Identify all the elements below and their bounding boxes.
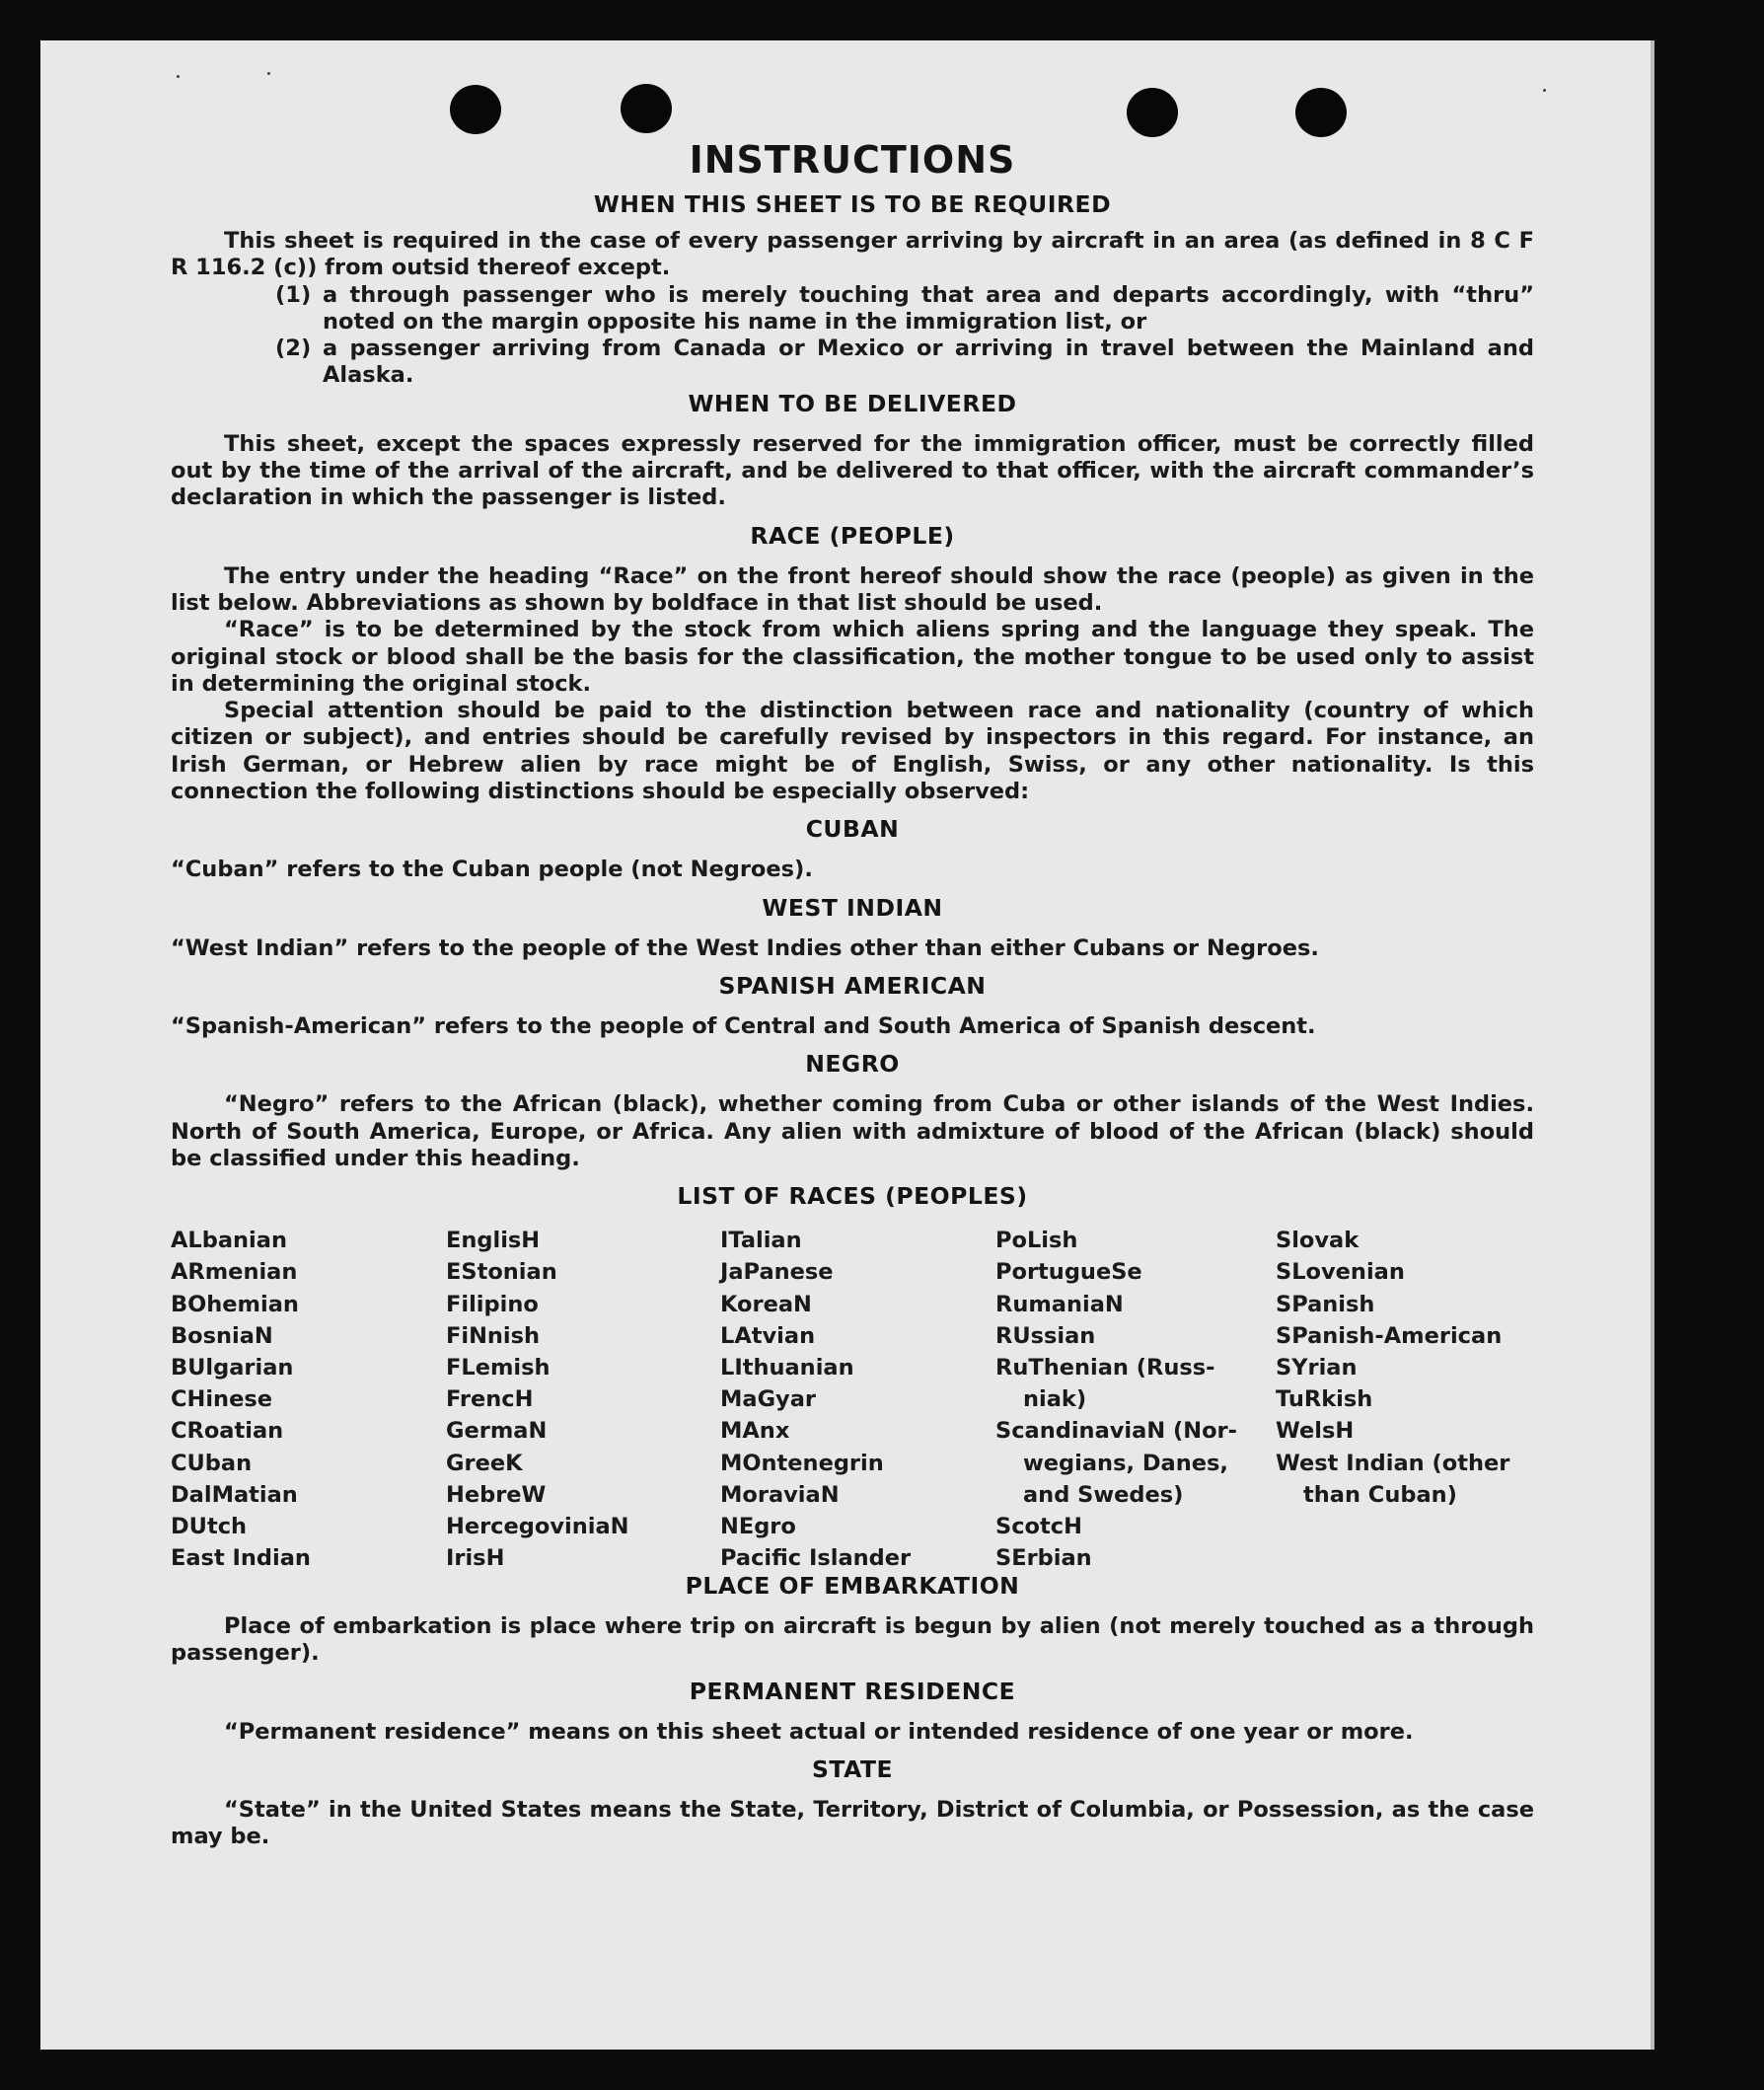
race-entry: FrencH: [446, 1386, 534, 1413]
race-entry: and Swedes): [1023, 1481, 1184, 1508]
race-entry: SPanish: [1276, 1291, 1375, 1317]
race-entry: BosniaN: [171, 1322, 273, 1349]
race-entry: LAtvian: [720, 1322, 816, 1349]
race-entry: RUssian: [995, 1322, 1096, 1349]
race-entry: West Indian (other: [1276, 1450, 1510, 1476]
exception-text: a through passenger who is merely touching that area and departs accordingly, with “thru” noted on the margin opposite his name in the immigration list, or: [323, 281, 1534, 335]
heading-place-of-embarkation: PLACE OF EMBARKATION: [685, 1572, 1020, 1601]
race-entry: SYrian: [1276, 1354, 1358, 1381]
delivered-text: This sheet, except the spaces expressly reserved for the immigration officer, must be correctly filled out by the time of the arrival of the aircraft, and be delivered to that officer, with the aircraft commander’s declaration in which the passenger is listed.: [171, 430, 1534, 511]
race-entry: GreeK: [446, 1450, 523, 1476]
race-entry: PoLish: [995, 1228, 1078, 1254]
races-column: [995, 1225, 1237, 1574]
races-column: [720, 1225, 911, 1574]
document-sheet: [40, 40, 1654, 2050]
speck-mark: [1543, 89, 1546, 92]
race-entry: CUban: [171, 1450, 253, 1476]
race-entry: IrisH: [446, 1545, 505, 1572]
instructions-content: [171, 137, 1534, 1851]
heading-cuban: CUBAN: [805, 815, 900, 844]
race-entry: KoreaN: [720, 1291, 812, 1317]
race-entry: DalMatian: [171, 1481, 298, 1508]
races-list: [171, 1225, 1534, 1572]
heading-state: STATE: [811, 1755, 894, 1784]
race-entry: CHinese: [171, 1386, 272, 1413]
exception-text: a passenger arriving from Canada or Mexico or arriving in travel between the Mainland and Alaska.: [323, 336, 1534, 389]
race-entry: SLovenian: [1276, 1259, 1405, 1286]
race-entry: than Cuban): [1303, 1481, 1457, 1508]
race-entry: NEgro: [720, 1513, 796, 1539]
residence-text: “Permanent residence” means on this sheet actual or intended residence of one year or more.: [224, 1718, 1414, 1745]
heading-race: RACE (PEOPLE): [750, 521, 955, 550]
exception-item: [171, 282, 1534, 336]
state-text: “State” in the United States means the State, Territory, District of Columbia, or Possession, as the case may be.: [171, 1797, 1534, 1850]
heading-spanish-american: SPANISH AMERICAN: [718, 971, 987, 1000]
race-entry: JaPanese: [720, 1259, 834, 1286]
race-entry: DUtch: [171, 1513, 248, 1539]
race-entry: MAnx: [720, 1418, 790, 1445]
race-entry: Pacific Islander: [720, 1545, 912, 1572]
race-entry: HercegoviniaN: [446, 1513, 629, 1539]
punch-hole: [621, 84, 672, 133]
race-entry: GermaN: [446, 1418, 548, 1445]
race-entry: WelsH: [1276, 1418, 1355, 1445]
heading-when-required: WHEN THIS SHEET IS TO BE REQUIRED: [593, 190, 1112, 218]
race-entry: HebreW: [446, 1481, 547, 1508]
heading-list-of-races: LIST OF RACES (PEOPLES): [677, 1182, 1028, 1211]
race-entry: SPanish-American: [1276, 1322, 1503, 1349]
race-entry: BOhemian: [171, 1291, 299, 1317]
exception-number: (1): [275, 281, 312, 308]
required-text: This sheet is required in the case of every passenger arriving by aircraft in an area (as defined in 8 C F R 116.2 (c)) from outsid thereof except.: [171, 228, 1534, 281]
races-column: [171, 1225, 311, 1574]
race-entry: MoraviaN: [720, 1481, 840, 1508]
race-entry: ARmenian: [171, 1259, 298, 1286]
negro-text: “Negro” refers to the African (black), whether coming from Cuba or other islands of the West Indies. North of South America, Europe, or Africa. Any alien with admixture of blood of the African (black) should be classified under this heading.: [171, 1091, 1534, 1171]
races-column: [1276, 1225, 1509, 1511]
race-entry: PortugueSe: [995, 1259, 1142, 1286]
race-entry: Filipino: [446, 1291, 539, 1317]
race-entry: wegians, Danes,: [1023, 1450, 1228, 1476]
punch-hole: [1295, 88, 1347, 137]
race-entry: MOntenegrin: [720, 1450, 884, 1476]
race-entry: RuThenian (Russ-: [995, 1354, 1215, 1381]
speck-mark: [177, 75, 180, 78]
race-entry: Slovak: [1276, 1228, 1360, 1254]
race-entry: TuRkish: [1276, 1386, 1373, 1413]
race-entry: ITalian: [720, 1228, 802, 1254]
race-entry: ScotcH: [995, 1513, 1082, 1539]
races-column: [446, 1225, 628, 1574]
race-entry: CRoatian: [171, 1418, 284, 1445]
race-entry: BUlgarian: [171, 1354, 294, 1381]
race-entry: East Indian: [171, 1545, 311, 1572]
race-entry: ScandinaviaN (Nor-: [995, 1418, 1237, 1445]
race-entry: EStonian: [446, 1259, 557, 1286]
punch-hole: [450, 85, 501, 134]
speck-mark: [267, 72, 270, 75]
punch-hole: [1127, 88, 1178, 137]
race-paragraph: “Race” is to be determined by the stock from which aliens spring and the language they speak. The original stock or blood shall be the basis for the classification, the mother tongue to be used only to assist in determining the original stock.: [171, 617, 1534, 697]
race-entry: EnglisH: [446, 1228, 541, 1254]
heading-permanent-residence: PERMANENT RESIDENCE: [689, 1677, 1016, 1705]
race-entry: ALbanian: [171, 1228, 287, 1254]
race-entry: FiNnish: [446, 1322, 541, 1349]
embarkation-text: Place of embarkation is place where trip on aircraft is begun by alien (not merely touched as a through passenger).: [171, 1613, 1534, 1667]
exception-item: [171, 336, 1534, 390]
spanish-american-text: “Spanish-American” refers to the people of Central and South America of Spanish descent.: [171, 1012, 1316, 1039]
race-entry: LIthuanian: [720, 1354, 854, 1381]
heading-when-delivered: WHEN TO BE DELIVERED: [688, 389, 1017, 417]
race-entry: niak): [1023, 1386, 1087, 1413]
race-entry: SErbian: [995, 1545, 1092, 1572]
heading-west-indian: WEST INDIAN: [762, 893, 943, 922]
cuban-text: “Cuban” refers to the Cuban people (not Negroes).: [171, 857, 813, 883]
page-title: INSTRUCTIONS: [689, 138, 1016, 182]
race-entry: FLemish: [446, 1354, 551, 1381]
race-entry: MaGyar: [720, 1386, 816, 1413]
exception-number: (2): [275, 336, 312, 362]
race-paragraph: Special attention should be paid to the distinction between race and nationality (country of which citizen or subject), and entries should be carefully revised by inspectors in this regard. For instance, an Irish German, or Hebrew alien by race might be of English, Swiss, or any other nationality. Is this connection the following distinctions should be especially observed:: [171, 698, 1534, 805]
heading-negro: NEGRO: [805, 1050, 900, 1079]
west-indian-text: “West Indian” refers to the people of the West Indies other than either Cubans or Negroes.: [171, 934, 1319, 961]
race-paragraph: The entry under the heading “Race” on the front hereof should show the race (people) as given in the list below. Abbreviations as shown by boldface in that list should be used.: [171, 562, 1534, 616]
race-entry: RumaniaN: [995, 1291, 1124, 1317]
